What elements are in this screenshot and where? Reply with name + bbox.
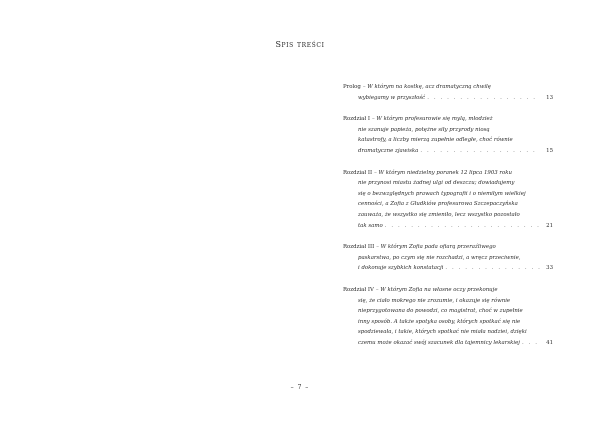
toc-entry-text: – W którym Zofia pada ofiarą przeraźliwego (376, 244, 496, 251)
toc-entry-text: – W którym na kostkę, acz dramatyczną chwilę (362, 84, 491, 90)
toc-entry-text: dramatyczne zjawiska (358, 147, 419, 154)
dot-leader (420, 146, 540, 157)
toc-entry-label: Rozdział IV (343, 286, 374, 293)
toc-entry-chapter-4 (343, 285, 553, 349)
page-number: 41 (546, 339, 553, 346)
toc-entry-first-line (343, 242, 553, 253)
dot-leader (522, 338, 540, 349)
toc-entry-text: – W którym Zofia na własne oczy przekonuje (375, 286, 498, 293)
toc-entry-first-line (343, 168, 553, 179)
toc-entry-line: nie szanuje papieża, potężne siły przyrody niosą (358, 126, 490, 133)
toc-entry-last-line (343, 146, 553, 157)
toc-entry-label: Rozdział II (343, 169, 373, 176)
page-footer-number: – 7 – (290, 384, 310, 391)
page-number: 21 (546, 222, 553, 229)
toc-entry-line: inny sposób. A także spotyka osoby, których spotkać się nie (358, 318, 521, 325)
toc-entry-line: się o bezwzględnych prawach typografii i o niemiłym wielkiej (358, 190, 526, 197)
toc-entry-text: – W którym niedzielny poranek 12 lipca 1903 roku (374, 169, 512, 176)
toc-entry-first-line (343, 114, 553, 125)
toc-entry-text: i dokonuje szybkich konstatacji (358, 265, 444, 272)
toc-entry-line: katastrofy, a liczby mierzą zupełnie odległe, choć równie (358, 137, 513, 144)
toc-entry-chapter-2 (343, 168, 553, 232)
toc-entry-label: Rozdział I (343, 116, 370, 123)
page-number: 13 (546, 94, 553, 101)
toc-entry-text: czemu może okazać swój szacunek dla tajemnicy lekarskiej (358, 339, 520, 346)
toc-entry-line: zauważa, że wszystko się zmieniło, lecz wszystko pozostało (358, 211, 520, 218)
toc-entry-line: paskarstwa, po czym się nie rozchadzi, a wręcz przeciwnie, (358, 254, 521, 261)
toc-entry-line: się, że ciało mokrego nie zrozumie, i okazuje się równie (358, 297, 511, 304)
toc-entry-prolog (343, 82, 553, 103)
toc-entry-text: tak samo (358, 222, 383, 229)
toc-entry-line: nie przynosi miastu żadnej ulgi od deszczu; dowiadujemy (358, 180, 515, 187)
toc-entry-label: Prolog (343, 84, 361, 90)
toc-entry-last-line (343, 263, 553, 274)
table-of-contents (343, 82, 553, 359)
toc-entry-label: Rozdział III (343, 244, 375, 251)
toc-entry-last-line (343, 93, 553, 104)
page-title: Spis treści (275, 40, 325, 49)
toc-entry-line: cenności, a Zofia z Głudkiów profesurowa Szczepaczyńska (358, 201, 518, 208)
toc-entry-first-line (343, 82, 553, 93)
toc-entry-last-line (343, 221, 553, 232)
toc-entry-chapter-1 (343, 114, 553, 156)
dot-leader (427, 93, 540, 104)
toc-entry-line: spodziewała, i takie, których spotkać nie miała nadziei, dzięki (358, 329, 527, 336)
toc-entry-first-line (343, 285, 553, 296)
dot-leader (385, 221, 540, 232)
dot-leader (445, 263, 540, 274)
toc-entry-chapter-3 (343, 242, 553, 274)
toc-entry-line: nieprzygotowana do powodzi, co magistrat, choć w zupełnie (358, 308, 523, 315)
page-number: 15 (546, 147, 553, 154)
page-number: 33 (546, 265, 553, 272)
toc-entry-text: – W którym profesurowie się mylą, młodzież (371, 116, 493, 123)
toc-entry-text: wybiegamy w przyszłość (358, 94, 426, 101)
toc-entry-last-line (343, 338, 553, 349)
